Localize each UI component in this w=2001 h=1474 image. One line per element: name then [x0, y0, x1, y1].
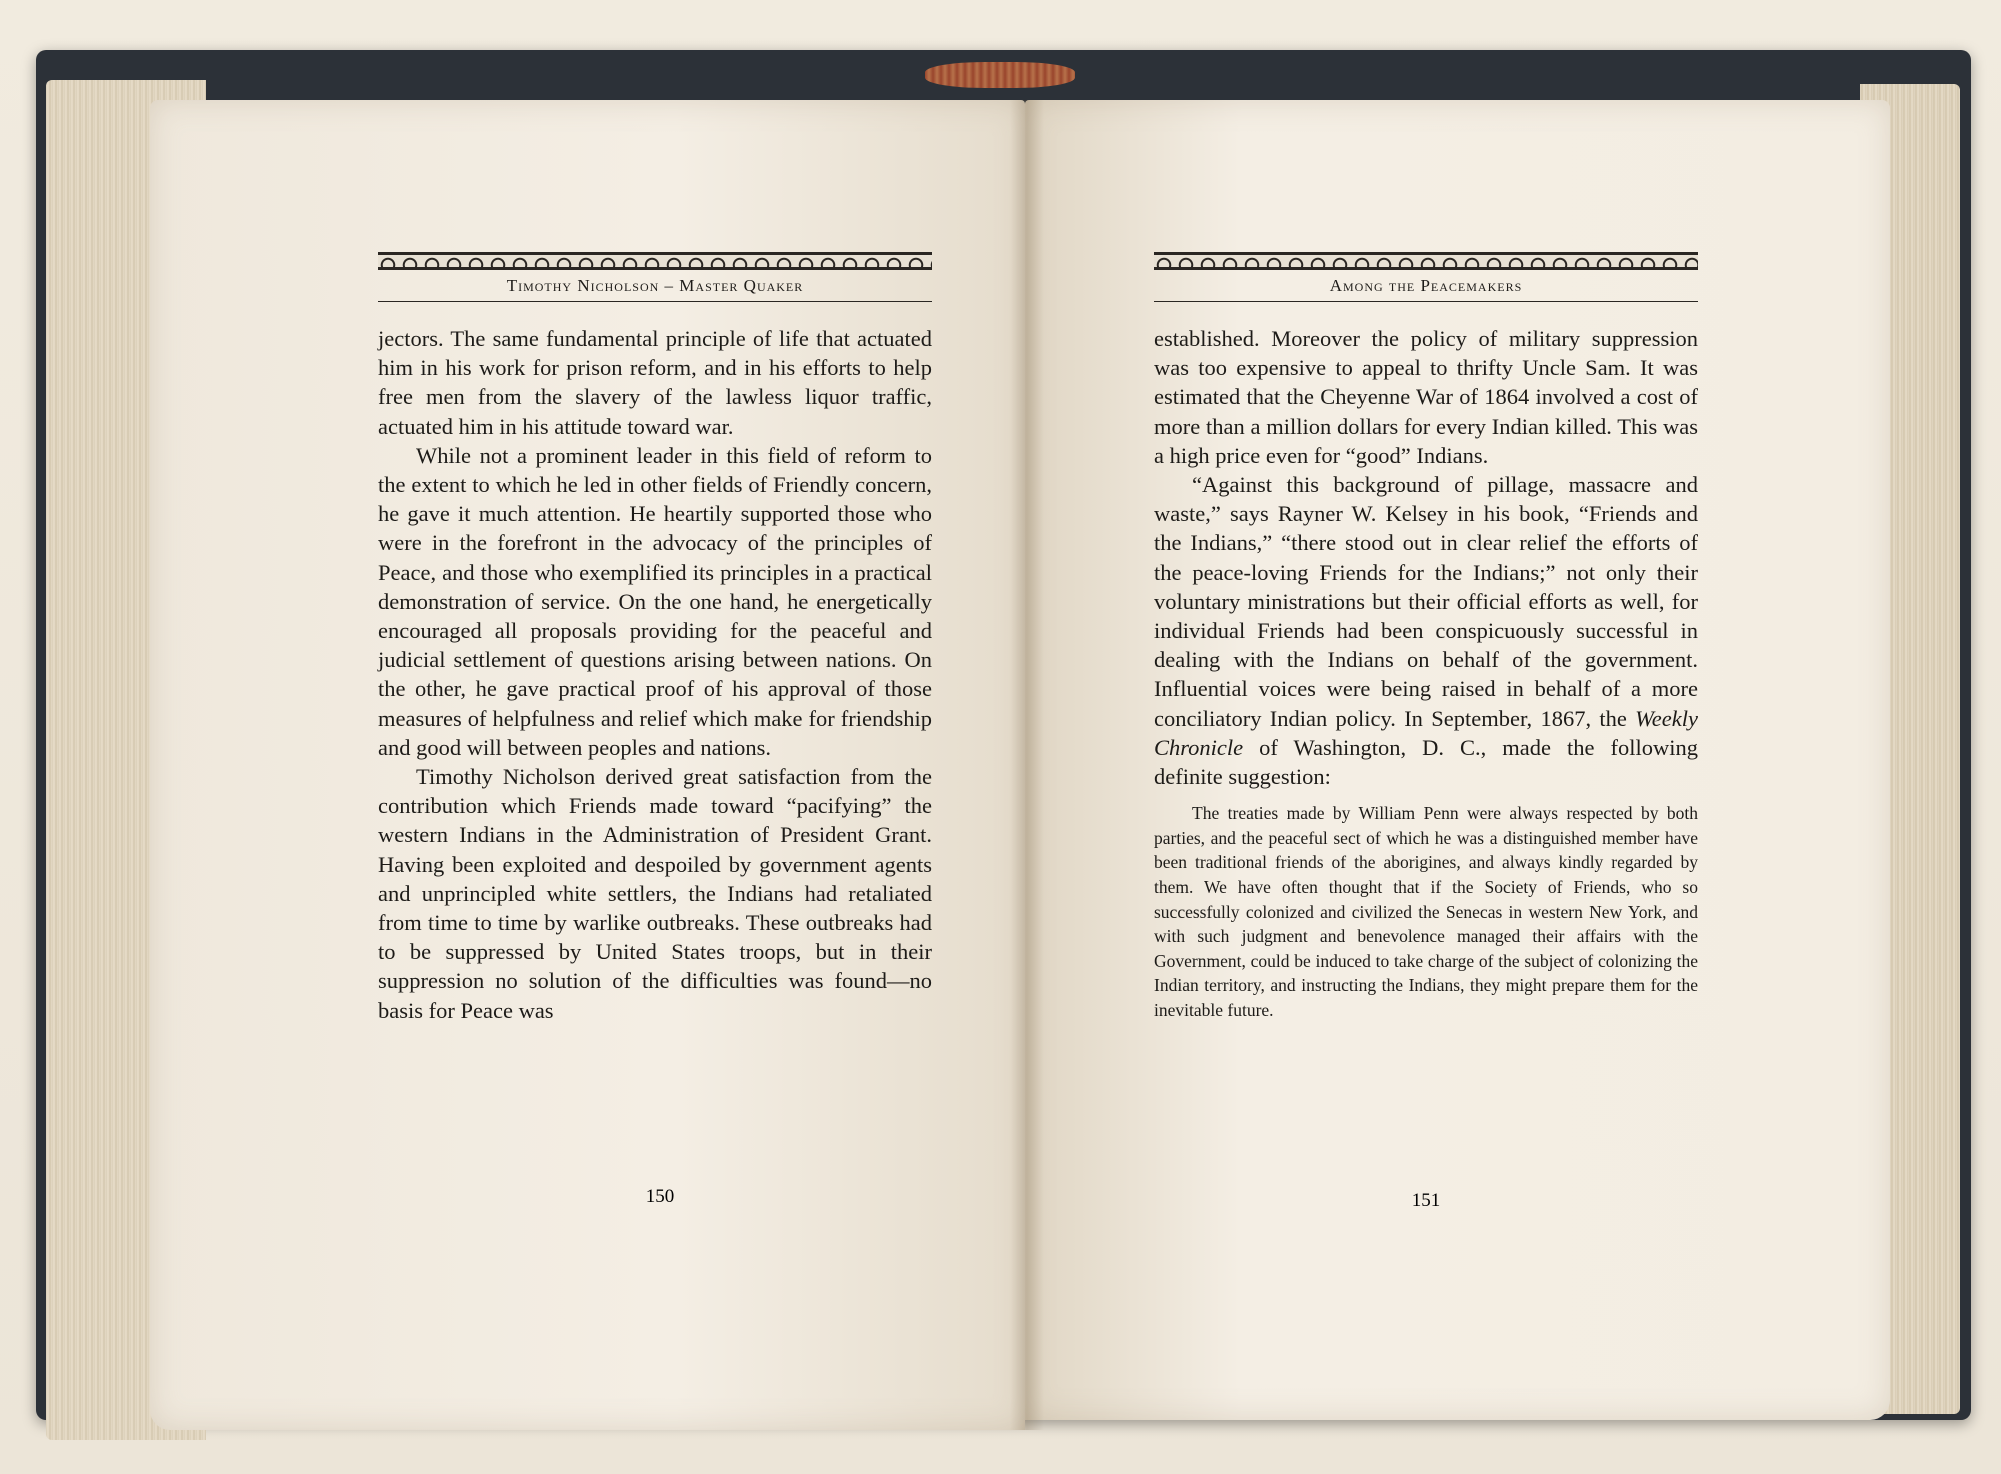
- left-paragraph-2: While not a prominent leader in this field of reform to the extent to which he led in other fields of Friendly concern, he gave it much attention. He heartily supported those who were in the forefront in the advocacy of the principles of Peace, and those who exemplified its principles in a practical demonstration of service. On the one hand, he energetically encouraged all proposals providing for the peaceful and judicial settlement of questions arising between nations. On the other, he gave practical proof of his approval of those measures of helpfulness and relief which make for friendship and good will between peoples and nations.: [378, 442, 932, 760]
- paragraph-2-text-b: of Washington, D. C., made the following definite suggestion:: [1154, 734, 1698, 790]
- left-page-content: [378, 252, 932, 1025]
- header-ornament: [1154, 252, 1698, 270]
- right-paragraph-2: [1154, 470, 1698, 791]
- right-running-head: Among the Peacemakers: [1154, 270, 1698, 302]
- block-quote: [1154, 801, 1698, 1022]
- quote-text: The treaties made by William Penn were always respected by both parties, and the peaceful sect of which he was a distinguished member have been traditional friends of the aborigines, and always kindly regarded by them. We have often thought that if the Society of Friends, who so successfully colonized and civilized the Senecas in western New York, and with such judgment and benevolence managed their affairs with the Government, could be induced to take charge of the subject of colonizing the Indian territory, and instructing the Indians, they might prepare them for the inevitable future.: [1154, 803, 1698, 1020]
- left-running-head: Timothy Nicholson – Master Quaker: [378, 270, 932, 302]
- paragraph-2-text-a: “Against this background of pillage, massacre and waste,” says Rayner W. Kelsey in his book, “Friends and the Indians,” “there stood out in clear relief the efforts of the peace-loving Friends for the Indians;” not only their voluntary ministrations but their official efforts as well, for individual Friends had been conspicuously successful in dealing with the Indians on behalf of the government. Influential voices were being raised in behalf of a more conciliatory Indian policy. In September, 1867, the: [1154, 472, 1698, 731]
- header-ornament: [378, 252, 932, 270]
- left-body-text: [378, 324, 932, 1025]
- left-paragraph-3: Timothy Nicholson derived great satisfaction from the contribution which Friends made toward “pacifying” the western Indians in the Administration of President Grant. Having been exploited and despoiled by government agents and unprincipled white settlers, the Indians had retaliated from time to time by warlike outbreaks. These outbreaks had to be suppressed by United States troops, but in their suppression no solution of the difficulties was found—no basis for Peace was: [378, 764, 932, 1023]
- right-body-text: [1154, 324, 1698, 791]
- publication-title: Weekly Chronicle: [1154, 705, 1698, 760]
- right-page-content: [1154, 252, 1698, 1023]
- left-paragraph-1: jectors. The same fundamental principle of life that actuated him in his work for prison reform, and in his efforts to help free men from the slavery of the lawless liquor traffic, actuated him in his attitude toward war.: [378, 326, 932, 439]
- right-page-number: 151: [1411, 1190, 1441, 1211]
- right-paragraph-1: established. Moreover the policy of military suppression was too expensive to appeal to thrifty Uncle Sam. It was estimated that the Cheyenne War of 1864 involved a cost of more than a million dollars for every Indian killed. This was a high price even for “good” Indians.: [1154, 326, 1698, 468]
- book-gutter: [1010, 100, 1044, 1430]
- spine-stitching: [925, 62, 1075, 88]
- left-page-number: 150: [645, 1186, 675, 1207]
